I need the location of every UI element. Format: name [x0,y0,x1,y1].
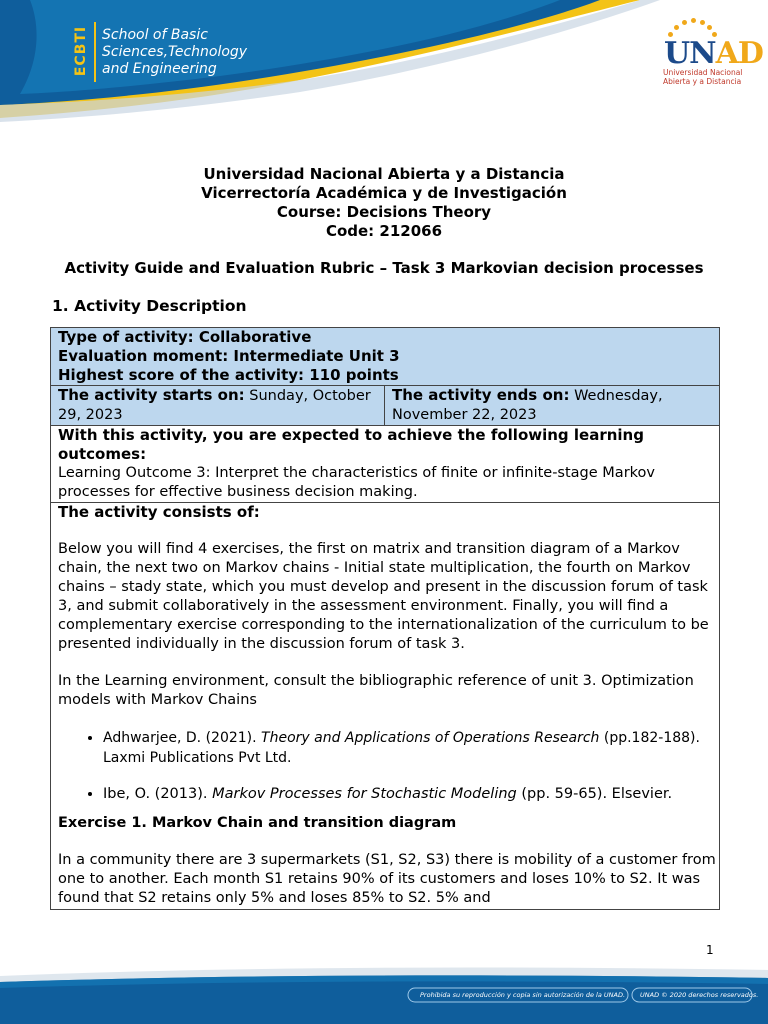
ecbti-label: ECBTI [73,25,90,77]
outcomes-heading: With this activity, you are expected to achieve the following learning outcomes: [58,426,644,463]
learning-outcomes-row [51,426,720,503]
reference-item: • Adhwarjee, D. (2021). Theory and Applications of Operations Research (pp.182-188). Laxmi Publications Pvt Ltd. [103,728,719,768]
school-line-3: and Engineering [102,61,217,77]
end-date-cell [385,386,720,426]
exercise-1-heading: Exercise 1. Markov Chain and transition diagram [58,815,457,831]
footer-notice: Prohibida su reproducción y copia sin autorización de la UNAD. [420,991,626,999]
outcome-text: Learning Outcome 3: Interpret the characteristics of finite or infinite-stage Markov processes for effective business decision making. [58,465,655,500]
reference-item: • Ibe, O. (2013). Markov Processes for Stochastic Modeling (pp. 59-65). Elsevier. [103,784,719,804]
start-date-value: Sunday, October 29, 2023 [58,388,371,423]
exercise-1-text: In a community there are 3 supermarkets (S1, S2, S3) there is mobility of a customer from one to another. Each month S1 retains 90% of its customers and loses 10% to S2. It was found that S2 retains only 5% and loses 85% to S2. 5% and [58,852,716,906]
course-code: Code: 212066 [325,222,443,240]
school-line-2: Sciences,Technology [102,44,248,60]
start-date-cell [51,386,385,426]
consists-heading: The activity consists of: [58,503,260,521]
activity-type: Type of activity: Collaborative [58,328,312,346]
activity-description-table [50,327,720,910]
school-line-1: School of Basic [102,27,208,43]
highest-score: Highest score of the activity: 110 points [58,366,399,384]
bibliography-paragraph: In the Learning environment, consult the bibliographic reference of unit 3. Optimization models with Markov Chains [58,673,694,708]
activity-dates-row [51,386,720,426]
footer-banner [0,966,768,1024]
school-name [102,27,247,78]
activity-title: Activity Guide and Evaluation Rubric – Task 3 Markovian decision processes [64,259,704,277]
page-number: 1 [706,943,714,957]
header-banner [0,0,768,135]
evaluation-moment: Evaluation moment: Intermediate Unit 3 [58,347,400,365]
vice-rectory-title: Vicerrectoría Académica y de Investigación [201,184,567,202]
footer-rights: UNAD © 2020 derechos reservados. [640,991,759,999]
document-titles [0,165,768,241]
reference-list [58,728,719,804]
logo-dots-icon [666,16,716,38]
activity-content-row [51,503,720,910]
section-heading: 1. Activity Description [52,297,247,315]
university-title: Universidad Nacional Abierta y a Distancia [203,165,565,183]
course-title: Course: Decisions Theory [276,203,492,221]
unad-logo [658,14,763,94]
end-date-value: Wednesday, November 22, 2023 [392,388,663,423]
exercises-paragraph: Below you will find 4 exercises, the first on matrix and transition diagram of a Markov chain, the next two on Markov chains - Initial state multiplication, the fourth on Markov chains – stady state, which you must develop and present in the discussion forum of task 3, and submit collaboratively in the assessment environment. Finally, you will find a complementary exercise corresponding to the internationalization of the curriculum to be presented individually in the discussion forum of task 3. [58,541,709,652]
logo-wordmark: UNAD [664,36,763,71]
end-date-label: The activity ends on: [392,386,570,404]
activity-info-row [51,328,720,386]
start-date-label: The activity starts on: [58,386,245,404]
logo-subtitle: Universidad Nacional Abierta y a Distancia [663,68,743,86]
ecbti-divider [94,22,96,82]
